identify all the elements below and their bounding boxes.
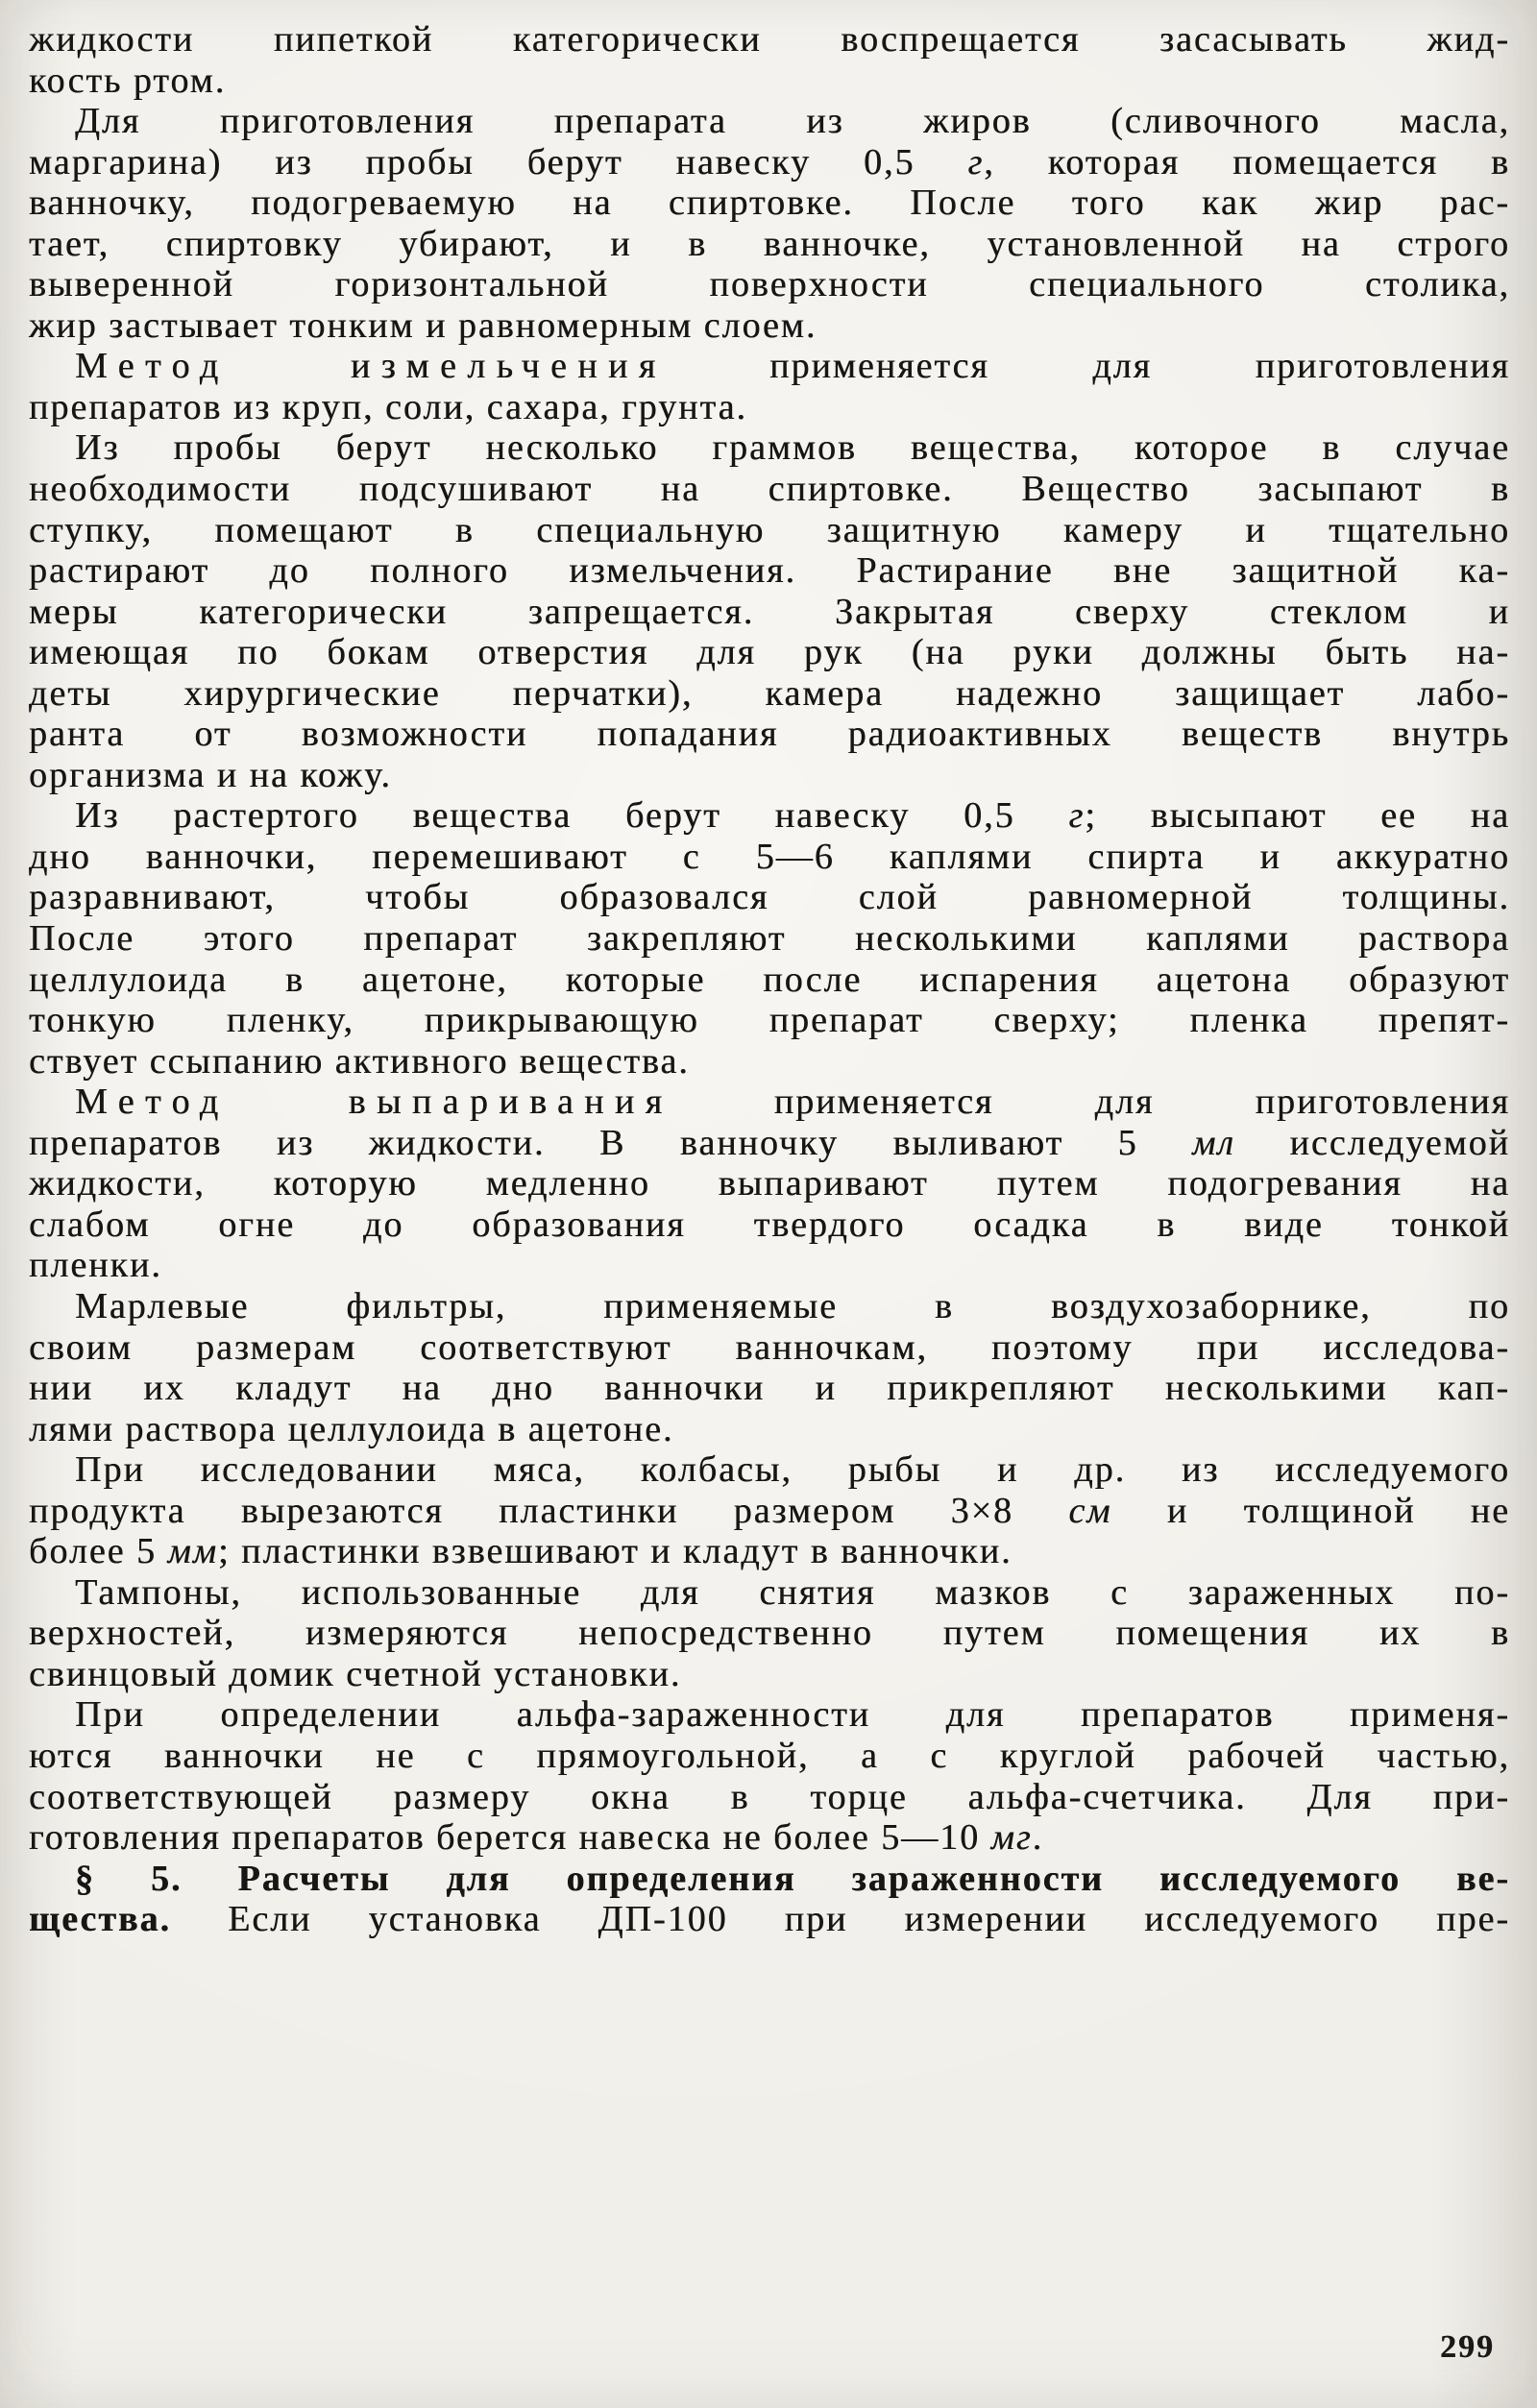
text-line — [29, 1123, 1510, 1164]
text-run: препаратов из жидкости. В ванночку выливают 5 — [29, 1122, 1193, 1163]
text-run: целлулоида в ацетоне, которые после испарения ацетона образуют — [29, 959, 1510, 1000]
text-run: препаратов из круп, соли, сахара, грунта. — [29, 386, 747, 427]
text-run: щества. — [29, 1899, 171, 1940]
text-line — [29, 1449, 1510, 1491]
text-line — [29, 1572, 1510, 1614]
text-run: применяется для приготовления — [672, 1082, 1510, 1123]
text-line — [29, 1368, 1510, 1409]
text-run: жир застывает тонким и равномерным слоем. — [29, 304, 817, 346]
text-run: готовления препаратов берется навеска не более 5—10 — [29, 1817, 991, 1859]
paragraph — [29, 101, 1510, 346]
text-line — [29, 1777, 1510, 1818]
text-run: г — [967, 141, 985, 182]
text-line — [29, 877, 1510, 918]
text-line — [29, 1163, 1510, 1204]
text-line — [29, 61, 1510, 102]
text-run: г — [1068, 795, 1086, 837]
text-run: тает, спиртовку убирают, и в ванночке, установленной на строго — [29, 223, 1510, 264]
text-line — [29, 1694, 1510, 1736]
text-line — [29, 714, 1510, 755]
text-line — [29, 1817, 1510, 1859]
text-run: При определении альфа-зараженности для препаратов применя- — [75, 1694, 1510, 1736]
text-line — [29, 1491, 1510, 1532]
text-run: Из пробы берут несколько граммов вещества, которое в случае — [75, 427, 1510, 469]
text-line — [29, 1082, 1510, 1123]
text-run: разравнивают, чтобы образовался слой равномерной толщины. — [29, 877, 1510, 918]
text-run: мг — [990, 1817, 1033, 1859]
text-run: . — [1032, 1817, 1044, 1859]
text-run: выверенной горизонтальной поверхности специального столика, — [29, 264, 1510, 305]
text-line — [29, 592, 1510, 633]
text-line — [29, 1654, 1510, 1695]
text-run: Метод измельчения — [75, 346, 667, 387]
text-run: После этого препарат закрепляют несколькими каплями раствора — [29, 918, 1510, 960]
text-line — [29, 1204, 1510, 1246]
text-run: необходимости подсушивают на спиртовке. Вещество засыпают в — [29, 469, 1510, 510]
text-run: Из растертого вещества берут навеску 0,5 — [75, 795, 1069, 837]
text-line — [29, 837, 1510, 878]
text-line — [29, 387, 1510, 428]
text-run: мм — [167, 1531, 219, 1572]
text-run: свинцовый домик счетной установки. — [29, 1653, 682, 1694]
text-run: ; пластинки взвешивают и кладут в ванночки. — [218, 1531, 1012, 1572]
text-line — [29, 1245, 1510, 1286]
text-line — [29, 427, 1510, 469]
text-line — [29, 101, 1510, 142]
text-line — [29, 632, 1510, 673]
text-run: Метод выпаривания — [75, 1082, 673, 1123]
text-run: Тампоны, использованные для снятия мазков с зараженных по- — [75, 1571, 1510, 1613]
text-run: , которая помещается в — [984, 141, 1510, 182]
text-run: верхностей, измеряются непосредственно путем помещения их в — [29, 1613, 1510, 1654]
paragraph — [29, 1694, 1510, 1858]
text-run: ступку, помещают в специальную защитную камеру и тщательно — [29, 509, 1510, 550]
text-line — [29, 305, 1510, 347]
text-line — [29, 224, 1510, 265]
text-line — [29, 264, 1510, 305]
paragraph — [29, 1286, 1510, 1449]
text-run: жидкости пипеткой категорически воспрещается засасывать жид- — [29, 19, 1510, 60]
text-run: применяется для приготовления — [666, 346, 1511, 387]
text-run: Если установка ДП-100 при измерении исследуемого пре- — [170, 1899, 1510, 1940]
paragraph — [29, 795, 1510, 1082]
text-line — [29, 510, 1510, 551]
text-run: тонкую пленку, прикрывающую препарат сверху; пленка препят- — [29, 1000, 1510, 1041]
text-run: жидкости, которую медленно выпаривают путем подогревания на — [29, 1163, 1510, 1204]
paragraph — [29, 1859, 1510, 1940]
text-line — [29, 1899, 1510, 1940]
text-run: и толщиной не — [1111, 1490, 1511, 1531]
paragraph — [29, 1449, 1510, 1572]
text-run: Марлевые фильтры, применяемые в воздухозаборнике, по — [75, 1285, 1510, 1326]
paragraph — [29, 19, 1510, 101]
text-line — [29, 1286, 1510, 1327]
text-line — [29, 346, 1510, 387]
text-run: кость ртом. — [29, 60, 227, 101]
text-run: дно ванночки, перемешивают с 5—6 каплями спирта и аккуратно — [29, 836, 1510, 877]
text-run: § 5. Расчеты для определения зараженности исследуемого ве- — [75, 1858, 1510, 1899]
text-run: мл — [1192, 1122, 1235, 1163]
text-run: нии их кладут на дно ванночки и прикрепляют несколькими кап- — [29, 1368, 1510, 1409]
text-run: растирают до полного измельчения. Растирание вне защитной ка- — [29, 550, 1510, 592]
text-run: своим размерам соответствуют ванночкам, поэтому при исследова- — [29, 1326, 1510, 1368]
text-run: ются ванночки не с прямоугольной, а с круглой рабочей частью, — [29, 1735, 1510, 1776]
text-run: организма и на кожу. — [29, 754, 392, 795]
text-run: более 5 — [29, 1531, 168, 1572]
text-line — [29, 795, 1510, 837]
text-line — [29, 960, 1510, 1001]
text-line — [29, 1736, 1510, 1777]
text-run: см — [1068, 1490, 1112, 1531]
text-run: имеющая по бокам отверстия для рук (на руки должны быть на- — [29, 632, 1510, 673]
paragraph — [29, 1082, 1510, 1286]
paragraph — [29, 427, 1510, 795]
text-run: пленки. — [29, 1245, 162, 1286]
text-run: лями раствора целлулоида в ацетоне. — [29, 1408, 674, 1449]
text-line — [29, 673, 1510, 715]
text-run: ванночку, подогреваемую на спиртовке. После того как жир рас- — [29, 182, 1510, 224]
text-line — [29, 918, 1510, 960]
text-line — [29, 1409, 1510, 1450]
paragraph — [29, 346, 1510, 427]
text-line — [29, 19, 1510, 61]
text-line — [29, 1613, 1510, 1654]
text-line — [29, 550, 1510, 592]
text-run: слабом огне до образования твердого осадка в виде тонкой — [29, 1204, 1510, 1245]
text-line — [29, 142, 1510, 183]
text-line — [29, 1859, 1510, 1900]
text-run: При исследовании мяса, колбасы, рыбы и др. из исследуемого — [75, 1449, 1510, 1491]
text-run: ранта от возможности попадания радиоактивных веществ внутрь — [29, 714, 1510, 755]
text-line — [29, 755, 1510, 796]
text-run: маргарина) из пробы берут навеску 0,5 — [29, 141, 968, 182]
text-run: соответствующей размеру окна в торце альфа-счетчика. Для при- — [29, 1776, 1510, 1817]
text-line — [29, 469, 1510, 510]
text-line — [29, 1327, 1510, 1369]
text-run: ; высыпают ее на — [1085, 795, 1511, 837]
paragraph — [29, 1572, 1510, 1695]
text-line — [29, 1041, 1510, 1082]
text-line — [29, 1000, 1510, 1041]
page-body — [29, 19, 1510, 1940]
text-line — [29, 1531, 1510, 1572]
text-run: продукта вырезаются пластинки размером 3×8 — [29, 1490, 1069, 1531]
page-number: 299 — [1440, 2329, 1495, 2365]
text-run: ствует ссыпанию активного вещества. — [29, 1040, 690, 1082]
text-run: Для приготовления препарата из жиров (сливочного масла, — [75, 101, 1510, 142]
text-run: деты хирургические перчатки), камера надежно защищает лабо- — [29, 672, 1510, 714]
text-run: меры категорически запрещается. Закрытая сверху стеклом и — [29, 591, 1510, 632]
text-line — [29, 182, 1510, 224]
text-run: исследуемой — [1234, 1122, 1510, 1163]
